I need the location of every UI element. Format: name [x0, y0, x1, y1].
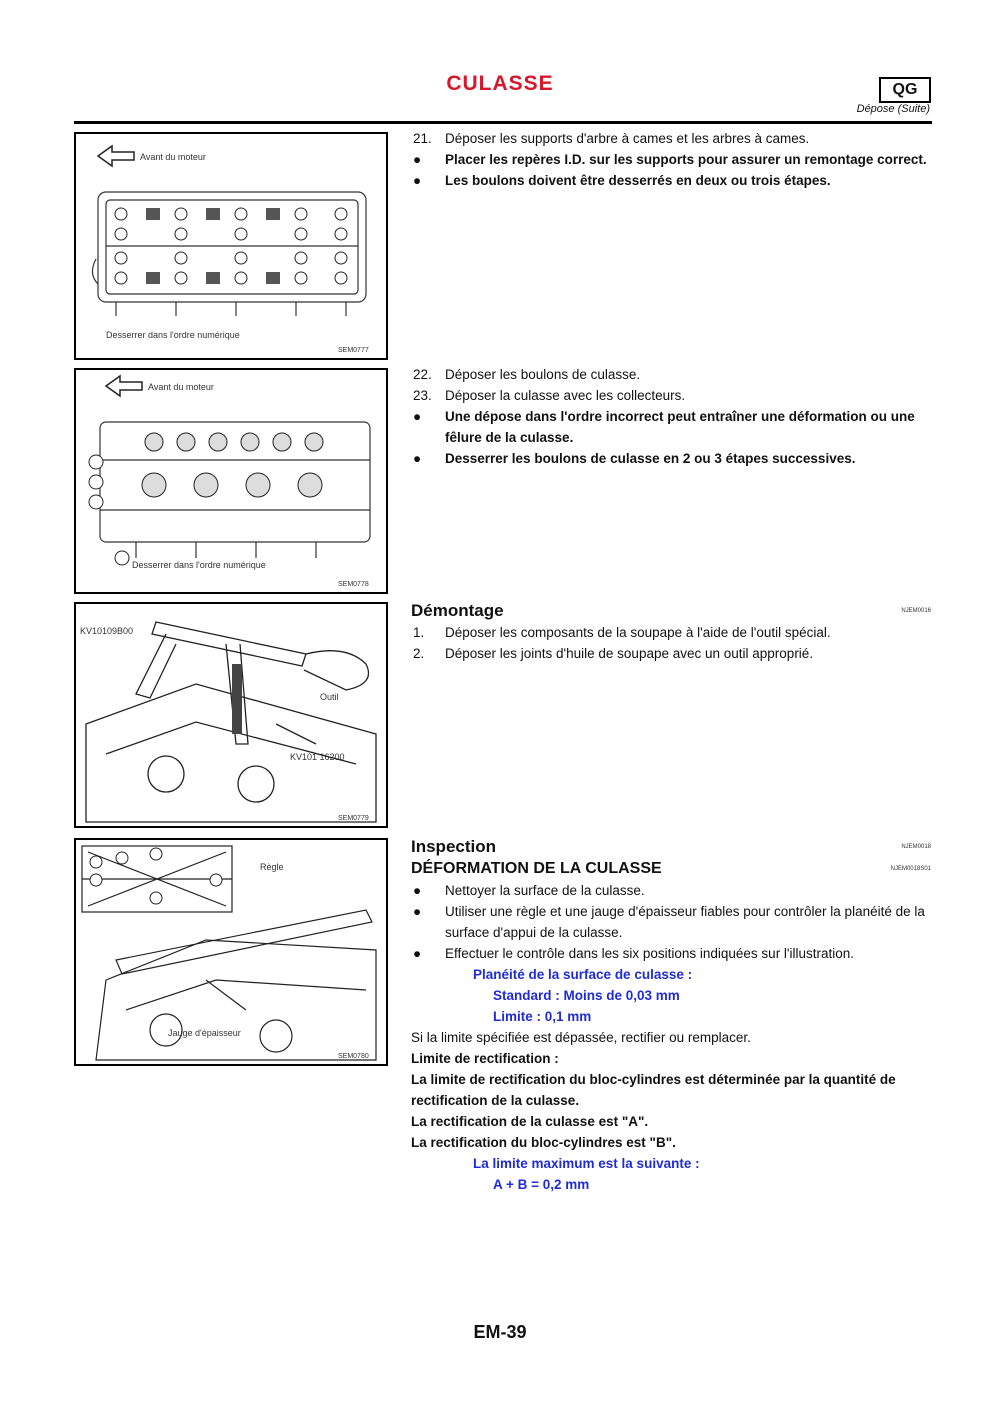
reference-code: NJEM0018S01 [890, 866, 931, 872]
step-text: Déposer les composants de la soupape à l'aide de l'outil spécial. [445, 625, 831, 640]
bullet-icon: ● [413, 409, 422, 424]
distortion-subheading [411, 858, 931, 880]
figure-head-distortion [74, 838, 388, 1066]
step-text: Déposer les boulons de culasse. [445, 367, 641, 382]
step-21 [411, 128, 931, 149]
figure-label-order: Desserrer dans l'ordre numérique [106, 330, 240, 340]
bullet-text: Desserrer les boulons de culasse en 2 ou 3 étapes successives. [445, 451, 856, 466]
disassembly-heading [411, 600, 931, 622]
figure-cylinder-head-bolts [74, 368, 388, 594]
step-number: 22. [413, 367, 432, 382]
resurface-block-b: La rectification du bloc-cylindres est "B". [411, 1135, 676, 1150]
figure-label-front: Avant du moteur [148, 382, 214, 392]
cylinder-head-bolt-illustration [76, 370, 386, 592]
spec-standard: Standard : Moins de 0,03 mm [493, 988, 680, 1003]
reference-code: NJEM0018 [901, 844, 931, 850]
step-number: 21. [413, 131, 432, 146]
inspection-heading [411, 836, 931, 858]
page-subtitle: Dépose (Suite) [856, 103, 930, 115]
figure-code: SEM0779 [338, 815, 369, 822]
camshaft-bracket-illustration [76, 134, 386, 358]
figure-label-order: Desserrer dans l'ordre numérique [132, 560, 266, 570]
max-limit-value: A + B = 0,2 mm [493, 1177, 590, 1192]
step-text: Déposer les joints d'huile de soupape avec un outil approprié. [445, 646, 814, 661]
bullet-icon: ● [413, 946, 422, 961]
spec-limit: Limite : 0,1 mm [493, 1009, 592, 1024]
bullet-id-marks [411, 149, 931, 170]
figure-label-tool-side: Outil [320, 692, 339, 702]
bullet-icon: ● [413, 451, 422, 466]
figure-valve-compressor [74, 602, 388, 828]
figure-label-tool-2: KV101 16200 [290, 752, 345, 762]
bullet-icon: ● [413, 152, 422, 167]
figure-camshaft-brackets [74, 132, 388, 360]
section-disassembly [411, 600, 931, 664]
bullet-text: Effectuer le contrôle dans les six positions indiquées sur l'illustration. [445, 946, 855, 961]
bullet-icon: ● [413, 904, 422, 919]
step-number: 2. [413, 646, 425, 661]
resurface-note: Si la limite spécifiée est dépassée, rectifier ou remplacer. [411, 1030, 751, 1045]
step-22 [411, 364, 931, 385]
page-title: CULASSE [446, 72, 554, 95]
figure-code: SEM0780 [338, 1053, 369, 1060]
resurface-limit-title: Limite de rectification : [411, 1051, 559, 1066]
bullet-text: Nettoyer la surface de la culasse. [445, 883, 645, 898]
figure-label-gauge: Jauge d'épaisseur [168, 1028, 241, 1038]
disassembly-step-2 [411, 643, 931, 664]
section-camshaft-removal [411, 128, 931, 191]
figure-label-tool-1: KV10109B00 [80, 626, 134, 636]
bullet-text: Une dépose dans l'ordre incorrect peut entraîner une déformation ou une fêlure de la culasse. [445, 409, 915, 445]
step-number: 23. [413, 388, 432, 403]
subheading-text: DÉFORMATION DE LA CULASSE [411, 860, 662, 877]
figure-code: SEM0778 [338, 581, 369, 588]
arrow-left-icon [98, 146, 134, 166]
bullet-bolt-stages [411, 170, 931, 191]
figure-label-front: Avant du moteur [140, 152, 206, 162]
figure-label-ruler: Règle [260, 862, 284, 872]
section-inspection [411, 836, 931, 1195]
section-badge: QG [879, 77, 931, 103]
max-limit-title: La limite maximum est la suivante : [473, 1156, 700, 1171]
arrow-left-icon [106, 376, 142, 396]
head-distortion-illustration [76, 840, 386, 1064]
reference-code: NJEM0016 [901, 608, 931, 614]
figure-code: SEM0777 [338, 347, 369, 354]
bullet-icon: ● [413, 173, 422, 188]
section-head-removal [411, 364, 931, 469]
bullet-six-positions [411, 943, 931, 964]
step-text: Déposer les supports d'arbre à cames et les arbres à cames. [445, 131, 810, 146]
bullet-text: Les boulons doivent être desserrés en deux ou trois étapes. [445, 173, 831, 188]
heading-text: Inspection [411, 837, 497, 856]
bullet-straightedge [411, 901, 931, 943]
bullet-text: Placer les repères I.D. sur les supports pour assurer un remontage correct. [445, 152, 927, 167]
bullet-loosen-stages [411, 448, 931, 469]
resurface-head-a: La rectification de la culasse est "A". [411, 1114, 649, 1129]
heading-text: Démontage [411, 601, 504, 620]
step-23 [411, 385, 931, 406]
disassembly-step-1 [411, 622, 931, 643]
bullet-clean-surface [411, 880, 931, 901]
page-number: EM-39 [473, 1322, 527, 1342]
step-number: 1. [413, 625, 425, 640]
spec-title: Planéité de la surface de culasse : [473, 967, 693, 982]
step-text: Déposer la culasse avec les collecteurs. [445, 388, 686, 403]
header-rule [74, 121, 932, 124]
valve-compressor-illustration [76, 604, 386, 826]
bullet-icon: ● [413, 883, 422, 898]
bullet-incorrect-order [411, 406, 931, 448]
bullet-text: Utiliser une règle et une jauge d'épaisseur fiables pour contrôler la planéité de la surface d'appui de la culasse. [445, 904, 925, 940]
resurface-limit-text: La limite de rectification du bloc-cylindres est déterminée par la quantité de rectification de la culasse. [411, 1072, 896, 1108]
